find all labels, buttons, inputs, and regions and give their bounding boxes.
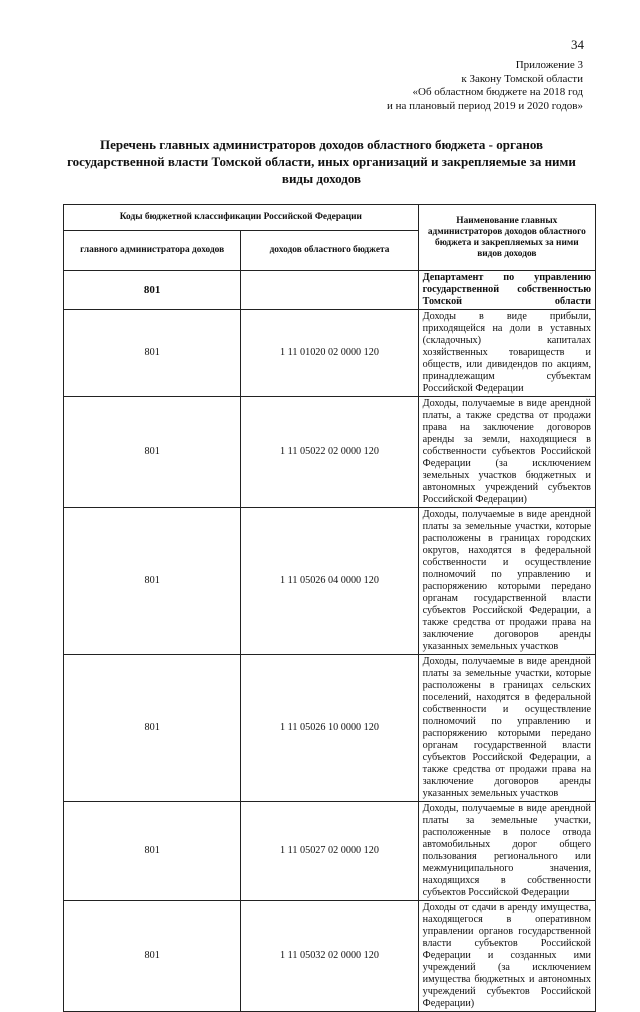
admin-code-cell: 801 — [64, 655, 241, 802]
administrators-table — [63, 204, 596, 1012]
table-row — [64, 901, 596, 1012]
admin-code-cell: 801 — [64, 310, 241, 397]
appendix-line: «Об областном бюджете на 2018 год — [412, 86, 583, 98]
admin-code-cell: 801 — [64, 802, 241, 901]
table-row — [64, 397, 596, 508]
department-name: Департамент по управлению государственной собственностью Томской области — [418, 271, 595, 310]
department-income-code — [241, 271, 418, 310]
header-name: Наименование главных администраторов доходов областного бюджета и закрепляемых за ними видов доходов — [418, 205, 595, 271]
table-row — [64, 508, 596, 655]
table-row — [64, 310, 596, 397]
appendix-line: к Закону Томской области — [461, 72, 583, 85]
header-income-code: доходов областного бюджета — [241, 231, 418, 271]
income-name-cell: Доходы, получаемые в виде арендной платы, а также средства от продажи права на заключение договоров аренды за земли, находящиеся в собственности субъектов Российской Федерации (за исключением земельных участков бюджетных и автономных учреждений субъектов Российской Федерации) — [418, 397, 595, 508]
income-name-cell: Доходы от сдачи в аренду имущества, находящегося в оперативном управлении органов государственной власти субъектов Российской Федерации и созданных ими учреждений (за исключением имущества бюджетных и автономных учреждений субъектов Российской Федерации) — [418, 901, 595, 1012]
income-name-cell: Доходы, получаемые в виде арендной платы за земельные участки, расположенные в полосе отвода автомобильных дорог общего пользования регионального или межмуниципального значения, находящихся в собственности субъектов Российской Федерации — [418, 802, 595, 901]
header-admin-code: главного администратора доходов — [64, 231, 241, 271]
income-code-cell: 1 11 05022 02 0000 120 — [241, 397, 418, 508]
appendix-block — [387, 59, 583, 113]
income-code-cell: 1 11 05032 02 0000 120 — [241, 901, 418, 1012]
income-name-cell: Доходы, получаемые в виде арендной платы за земельные участки, которые расположены в границах сельских поселений, находятся в федеральной собственности и осуществление полномочий по управлению и распоряжению которыми передано органам государственной власти субъектов Российской Федерации, а также средства от продажи права на заключение договоров аренды указанных земельных участков — [418, 655, 595, 802]
page-number: 34 — [571, 37, 584, 52]
table-row — [64, 802, 596, 901]
appendix-line: и на плановый период 2019 и 2020 годов» — [386, 99, 583, 112]
income-name-cell: Доходы, получаемые в виде арендной платы за земельные участки, которые расположены в границах городских округов, находятся в федеральной собственности и осуществление полномочий по управлению и распоряжению которыми передано органам государственной власти субъектов Российской Федерации, а также средства от продажи права на заключение договоров аренды указанных земельных участков — [418, 508, 595, 655]
document-title: Перечень главных администраторов доходов областного бюджета - органов государственной власти Томской области, иных организаций и закрепляемые за ними виды доходов — [67, 137, 576, 186]
department-row — [64, 271, 596, 310]
income-code-cell: 1 11 05027 02 0000 120 — [241, 802, 418, 901]
appendix-line: Приложение 3 — [515, 59, 583, 71]
header-codes-group: Коды бюджетной классификации Российской Федерации — [64, 205, 419, 231]
admin-code-cell: 801 — [64, 508, 241, 655]
table-row — [64, 655, 596, 802]
income-name-cell: Доходы в виде прибыли, приходящейся на доли в уставных (складочных) капиталах хозяйственных товариществ и обществ, или дивидендов по акциям, принадлежащим субъектам Российской Федерации — [418, 310, 595, 397]
income-code-cell: 1 11 01020 02 0000 120 — [241, 310, 418, 397]
department-admin-code: 801 — [64, 271, 241, 310]
admin-code-cell: 801 — [64, 397, 241, 508]
income-code-cell: 1 11 05026 10 0000 120 — [241, 655, 418, 802]
income-code-cell: 1 11 05026 04 0000 120 — [241, 508, 418, 655]
admin-code-cell: 801 — [64, 901, 241, 1012]
